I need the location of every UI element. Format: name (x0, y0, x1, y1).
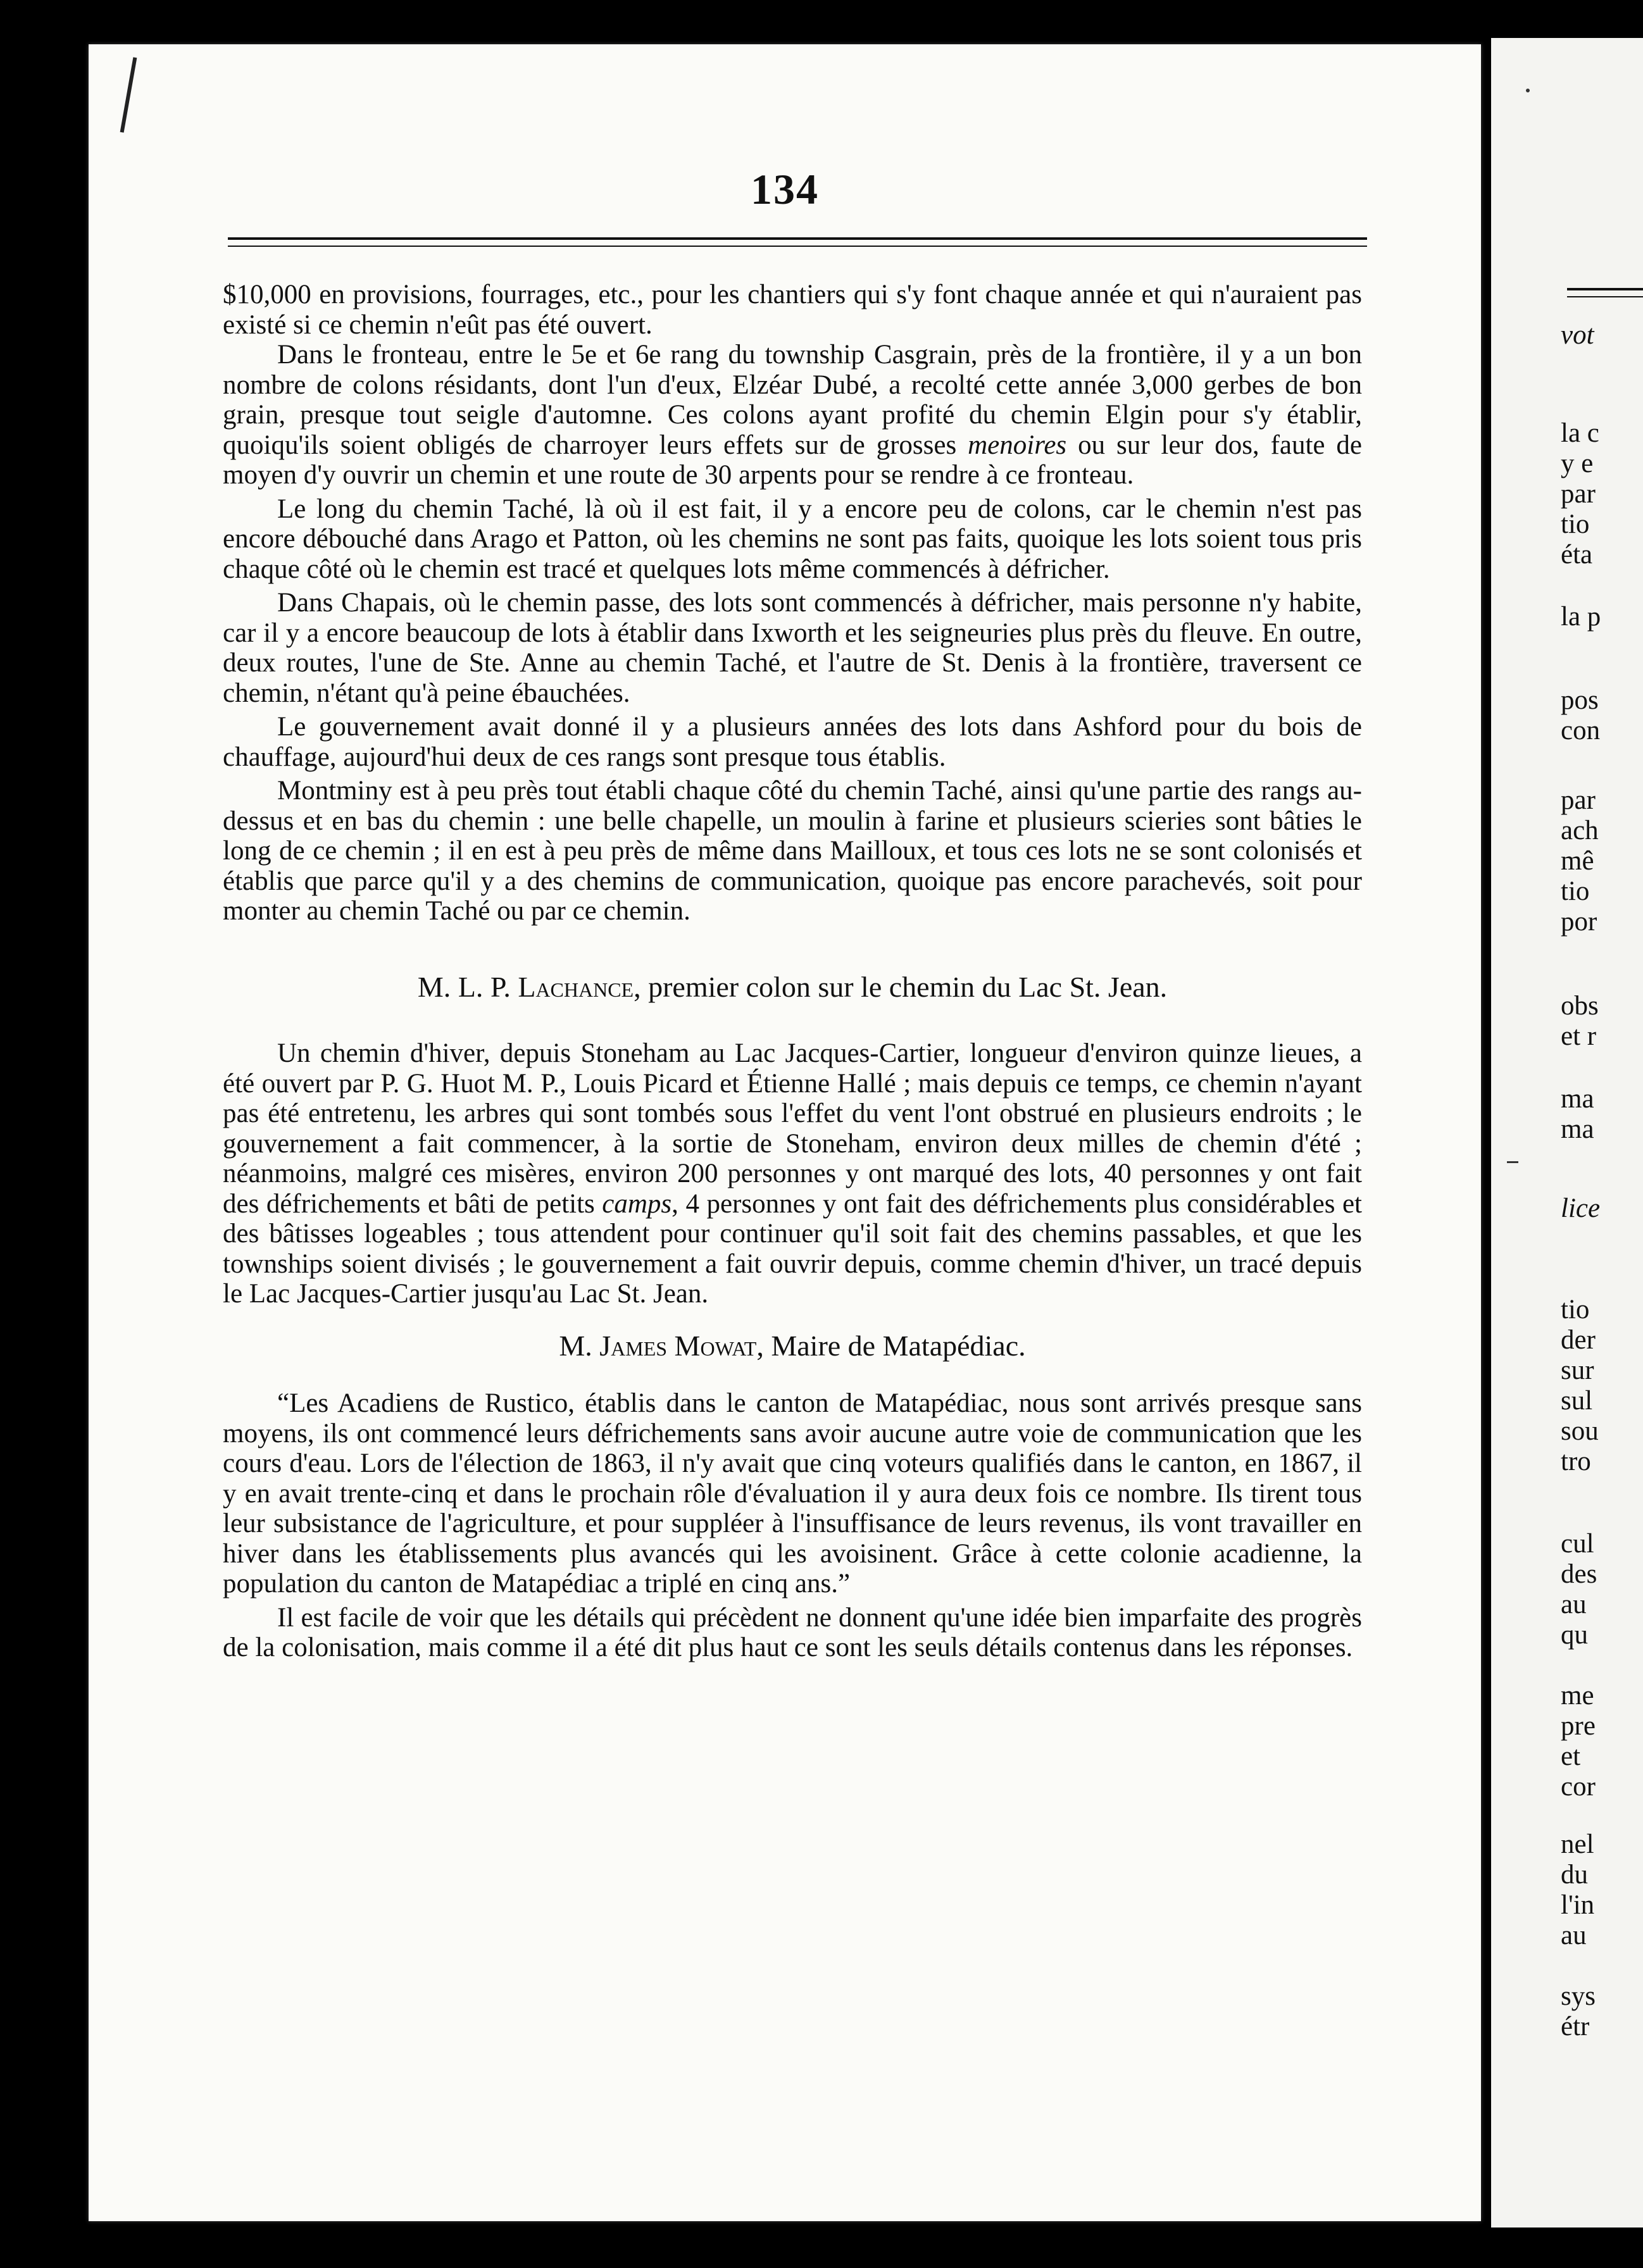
heading-rest: , Maire de Matapédiac. (756, 1329, 1026, 1362)
header-rule-thin (228, 246, 1367, 247)
facing-text-fragment: cor (1561, 1772, 1596, 1802)
scanned-page (89, 44, 1481, 2221)
facing-text-fragment: obs (1561, 991, 1599, 1021)
facing-text-fragment: me (1561, 1681, 1594, 1710)
facing-text-fragment: au (1561, 1921, 1587, 1950)
facing-text-fragment: cul (1561, 1529, 1594, 1559)
paragraph: $10,000 en provisions, fourrages, etc., pour les chantiers qui s'y font chaque année et qui n'auraient pas existé si ce chemin n'eût pas été ouvert. (223, 280, 1362, 340)
facing-text-fragment: des (1561, 1559, 1597, 1589)
facing-text-fragment: tio (1561, 509, 1590, 539)
facing-text-fragment: pos (1561, 685, 1599, 715)
edge-mark (1507, 1161, 1518, 1163)
header-rule-thick (228, 237, 1367, 240)
paragraph-lachance (223, 1038, 1362, 1309)
paragraph-text: Un chemin d'hiver, depuis Stoneham au Lac Jacques-Cartier, longueur d'environ quinze lieues, a été ouvert par P. G. Huot M. P., Louis Picard et Étienne Hallé ; mais depuis ce temps, ce chemin n'ayant pas été entretenu, les arbres qui sont tombés sous l'effet du vent l'ont obstrué en plusieurs endroits ; le gouvernement a fait commencer, à la sortie de Stoneham, environ deux milles de chemin d'été ; néanmoins, malgré ces misères, environ 200 personnes y ont marqué des lots, 40 personnes y ont fait des défrichements et bâti de petits (223, 1038, 1362, 1219)
facing-text-fragment: lice (1561, 1193, 1601, 1223)
facing-text-fragment: l'in (1561, 1890, 1595, 1920)
section-heading-mowat (223, 1331, 1362, 1361)
heading-prefix: M. L. P. (417, 970, 511, 1003)
facing-text-fragment: ach (1561, 816, 1599, 845)
facing-header-rule (1567, 296, 1643, 297)
closing-paragraph: Il est facile de voir que les détails qui précèdent ne donnent qu'une idée bien imparfaite des progrès de la colonisation, mais comme il a été dit plus haut ce sont les seuls détails contenus dans les réponses. (223, 1602, 1362, 1662)
section-heading-lachance (223, 972, 1362, 1002)
facing-text-fragment: tro (1561, 1447, 1591, 1476)
facing-text-fragment: la p (1561, 602, 1601, 632)
heading-name: James Mowat (599, 1329, 757, 1362)
facing-text-fragment: mê (1561, 846, 1594, 876)
facing-text-fragment: tio (1561, 1295, 1590, 1324)
paragraph (223, 340, 1362, 490)
paragraph: Montminy est à peu près tout établi chaque côté du chemin Taché, ainsi qu'une partie des rangs au-dessus et en bas du chemin : une belle chapelle, un moulin à farine et plusieurs scieries sont bâties le long de ce chemin ; il en est à peu près de même dans Mailloux, et tous ces lots ne se sont colonisés et établis que parce qu'il y a des chemins de communication, quoique pas encore parachevés, soit pour monter au chemin Taché ou par ce chemin. (223, 776, 1362, 926)
facing-text-fragment: éta (1561, 540, 1593, 570)
speck (1526, 89, 1530, 92)
facing-text-fragment: por (1561, 907, 1597, 937)
italic-term: menoires (968, 430, 1067, 460)
facing-text-fragment: y e (1561, 449, 1594, 478)
facing-text-fragment: étr (1561, 2012, 1590, 2041)
paragraph-text: , 4 personnes y ont fait des défrichements plus considérables et des bâtisses logeables ; tous attendent pour continuer qu'il soit fait des chemins passables, et que les townships soient divisés ; le gouvernement a fait ouvrir depuis, comme chemin d'hiver, un tracé depuis le Lac Jacques-Cartier jusqu'au Lac St. Jean. (223, 1188, 1362, 1309)
page-body (223, 280, 1362, 1663)
facing-text-fragment: sur (1561, 1355, 1594, 1385)
facing-text-fragment: pre (1561, 1711, 1596, 1741)
facing-text-fragment: qu (1561, 1620, 1588, 1650)
facing-text-fragment: der (1561, 1325, 1596, 1355)
facing-text-fragment: sys (1561, 1981, 1596, 2011)
facing-text-fragment: ma (1561, 1114, 1594, 1144)
facing-text-fragment: la c (1561, 418, 1599, 448)
paragraph: Le gouvernement avait donné il y a plusieurs années des lots dans Ashford pour du bois de chauffage, aujourd'hui deux de ces rangs sont presque tous établis. (223, 712, 1362, 772)
facing-text-fragment: vot (1561, 320, 1594, 350)
heading-prefix: M. (559, 1329, 592, 1362)
quote-paragraph: “Les Acadiens de Rustico, établis dans le canton de Matapédiac, nous sont arrivés presque sans moyens, ils ont commencé leurs défrichements sans avoir aucune autre voie de communication que les cours d'eau. Lors de l'élection de 1863, il n'y avait que cinq voteurs qualifiés dans le canton, en 1867, il y en avait trente-cinq et dans le prochain rôle d'évaluation il y aura deux fois ce nombre. Ils tirent tous leur subsistance de l'agriculture, et pour suppléer à l'insuffisance de leurs revenus, ils vont travailler en hiver dans les établissements plus avancés qui les avoisinent. Grâce à cette colonie acadienne, la population du canton de Matapédiac a triplé en cinq ans.” (223, 1388, 1362, 1598)
facing-text-fragment: par (1561, 785, 1596, 815)
facing-text-fragment: sou (1561, 1416, 1599, 1446)
paragraph: Le long du chemin Taché, là où il est fait, il y a encore peu de colons, car le chemin n'est pas encore débouché dans Arago et Patton, où les chemins ne sont pas faits, quoique les lots soient tous pris chaque côté où le chemin est tracé et quelques lots même commencés à défricher. (223, 494, 1362, 584)
binding-mark (120, 57, 137, 132)
facing-text-fragment: au (1561, 1590, 1587, 1619)
facing-text-fragment: ma (1561, 1084, 1594, 1114)
facing-text-fragment: tio (1561, 876, 1590, 906)
heading-rest: , premier colon sur le chemin du Lac St. Jean. (634, 970, 1168, 1003)
italic-term: camps (602, 1188, 672, 1219)
facing-text-fragment: con (1561, 716, 1601, 745)
facing-text-fragment: du (1561, 1860, 1588, 1890)
paragraph-text: Dans le fronteau, entre le 5e et 6e rang du township Casgrain, près de la frontière, il y a un bon nombre de colons résidants, dont l'un d'eux, Elzéar Dubé, a recolté cette année 3,000 gerbes de bon grain, presque tout seigle d'automne. Ces colons ayant profité du chemin Elgin pour s'y établir, quoiqu'ils soient obligés de charroyer leurs effets sur de grosses (223, 340, 1362, 460)
facing-text-fragment: et (1561, 1742, 1581, 1771)
paragraph-text: ou sur leur dos, faute de moyen d'y ouvrir un chemin et une route de 30 arpents pour se rendre à ce fronteau. (223, 430, 1363, 490)
facing-text-fragment: par (1561, 479, 1596, 509)
page-number: 134 (751, 165, 819, 213)
paragraph: Dans Chapais, où le chemin passe, des lots sont commencés à défricher, mais personne n'y habite, car il y a encore beaucoup de lots à établir dans Ixworth et les seigneuries plus près du fleuve. En outre, deux routes, l'une de Ste. Anne au chemin Taché, et l'autre de St. Denis à la frontière, traversent ce chemin, n'étant qu'à peine ébauchées. (223, 588, 1362, 708)
facing-page-edge (1491, 38, 1643, 2228)
heading-name: Lachance (518, 970, 634, 1003)
facing-text-fragment: et r (1561, 1021, 1597, 1051)
facing-text-fragment: sul (1561, 1386, 1593, 1416)
facing-text-fragment: nel (1561, 1829, 1594, 1859)
facing-header-rule (1567, 288, 1643, 290)
